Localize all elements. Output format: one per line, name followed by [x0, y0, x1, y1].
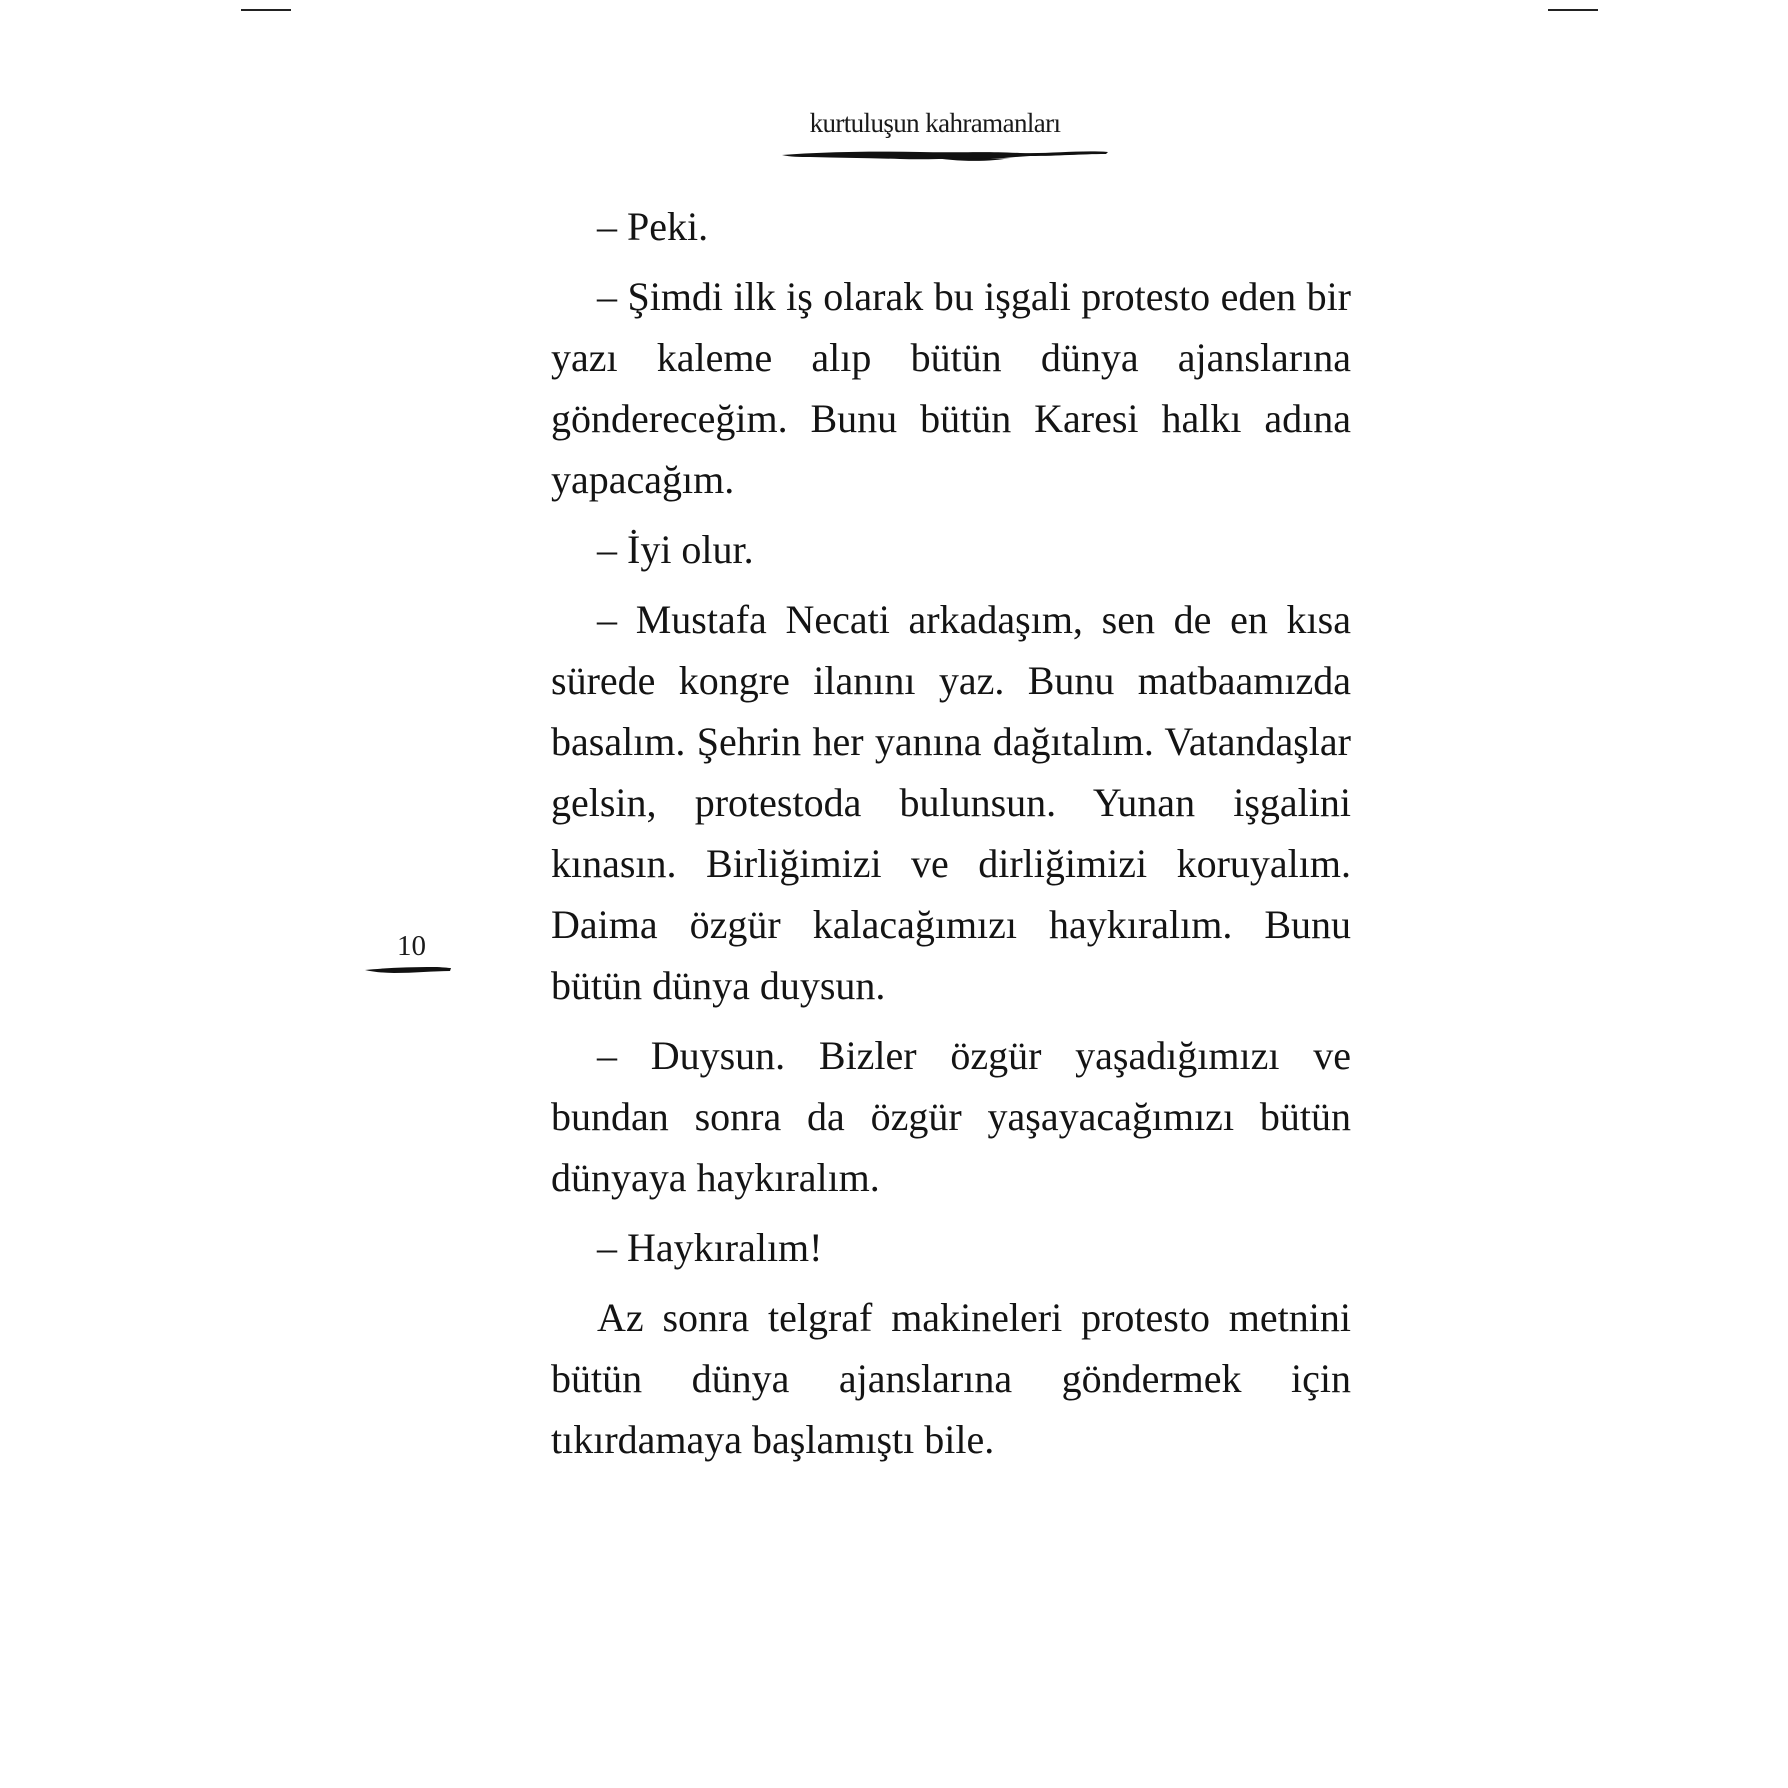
- paragraph: Az sonra telgraf makineleri protesto metnini bütün dünya ajanslarına göndermek için tıkırdamaya başlamıştı bile.: [551, 1295, 1351, 1462]
- crop-mark-left: [241, 9, 291, 11]
- body-text: [551, 196, 1351, 1479]
- paragraph: – Şimdi ilk iş olarak bu işgali protesto eden bir yazı kaleme alıp bütün dünya ajanslarına göndereceğim. Bunu bütün Karesi halkı adına yapacağım.: [551, 274, 1351, 502]
- paragraph: – Peki.: [597, 204, 709, 249]
- paragraph: – Mustafa Necati arkadaşım, sen de en kısa sürede kongre ilanını yaz. Bunu matbaamızda basalım. Şehrin her yanına dağıtalım. Vatandaşlar gelsin, protestoda bulunsun. Yunan işgalini kınasın. Birliğimizi ve dirliğimizi koruyalım. Daima özgür kalacağımızı haykıralım. Bunu bütün dünya duysun.: [551, 597, 1351, 1008]
- running-title: kurtuluşun kahramanları: [809, 108, 1061, 138]
- paragraph: – Haykıralım!: [597, 1225, 823, 1270]
- crop-mark-right: [1548, 9, 1598, 11]
- paragraph: – İyi olur.: [597, 527, 754, 572]
- page-number-group: [364, 930, 454, 980]
- running-header: [780, 104, 1130, 164]
- brush-stroke-ornament: [780, 148, 1110, 164]
- page-number: 10: [397, 930, 426, 962]
- paragraph: – Duysun. Bizler özgür yaşadığımızı ve bundan sonra da özgür yaşayacağımızı bütün dünyaya haykıralım.: [551, 1033, 1351, 1200]
- page-number-brush-stroke: [364, 964, 452, 976]
